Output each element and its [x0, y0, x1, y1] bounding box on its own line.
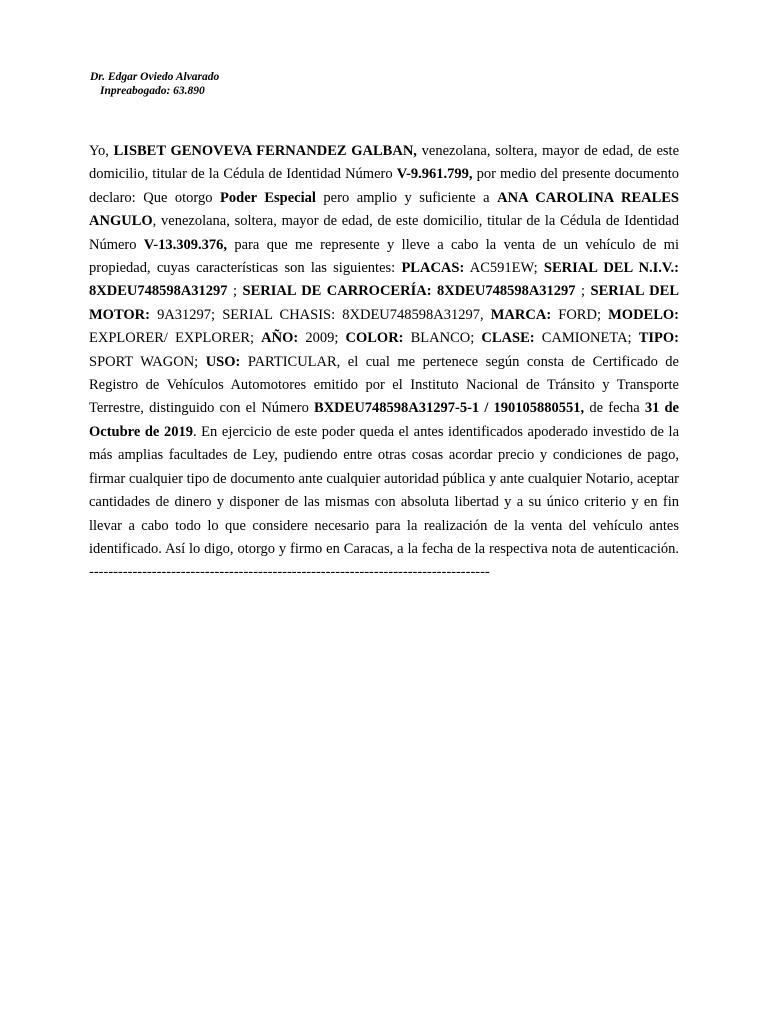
text-segment: ;	[227, 283, 243, 300]
text-segment: 9A31297; SERIAL CHASIS: 8XDEU748598A31297,	[149, 306, 491, 323]
niv-serial: SERIAL DEL N.I.V.: 8XDEU748598A31297	[89, 260, 679, 300]
text-segment: . En ejercicio de este poder queda el antes identificados apoderado investido de la más amplias facultades de Ley, pudiendo entre otras cosas acordar precio y condiciones de pago, firmar cualquier tipo de documento ante cualquier autoridad pública y ante cualquier Notario, aceptar cantidades de dinero y disponer de las mismas con absoluta libertad y a su único criterio y en fin llevar a cabo todo lo que considere necesario para la realización de la venta del vehículo antes identificado. Así lo digo, otorgo y firmo en Caracas, a la fecha de la respectiva nota de autenticación.	[89, 423, 680, 557]
text-segment: Yo,	[89, 143, 114, 159]
text-segment: SPORT WAGON;	[89, 353, 206, 370]
attorney-name: ANA CAROLINA REALES ANGULO	[89, 189, 679, 230]
text-segment: BLANCO;	[403, 330, 482, 347]
closing-dashes: -----------------------------------------------------------------------------------	[89, 564, 490, 581]
color-label: COLOR:	[345, 330, 404, 347]
letterhead	[90, 71, 219, 98]
text-segment: pero amplio y suficiente a	[315, 189, 498, 206]
engine-serial-label: SERIAL DEL MOTOR:	[89, 283, 679, 323]
text-segment: , venezolana, soltera, mayor de edad, de este domicilio, titular de la Cédula de Identidad Número	[89, 213, 679, 253]
type-label: TIPO:	[638, 330, 679, 347]
text-segment: por medio del presente documento declaro: Que otorgo	[89, 166, 679, 206]
body-serial: SERIAL DE CARROCERÍA: 8XDEU748598A31297	[242, 283, 576, 300]
use-label: USO:	[205, 353, 241, 370]
brand-label: MARCA:	[490, 306, 552, 323]
registry-date: 31 de Octubre de 2019	[89, 400, 679, 440]
class-label: CLASE:	[481, 330, 535, 347]
text-segment: FORD;	[551, 306, 609, 323]
inpreabogado-number: Inpreabogado: 63.890	[100, 84, 205, 97]
text-segment: para que me represente y lleve a cabo la venta de un vehículo de mi propiedad, cuyas características son las siguientes:	[89, 236, 679, 277]
power-of-attorney-text	[89, 140, 679, 585]
text-segment: AC591EW;	[464, 260, 544, 277]
text-segment: EXPLORER/ EXPLORER;	[89, 330, 262, 347]
power-type: Poder Especial	[220, 189, 316, 206]
text-segment: 2009;	[298, 330, 346, 347]
text-segment: venezolana, soltera, mayor de edad, de este domicilio, titular de la Cédula de Identidad Número	[89, 143, 680, 183]
grantor-name: LISBET GENOVEVA FERNANDEZ GALBAN,	[113, 143, 417, 159]
text-segment: ;	[575, 283, 591, 300]
year-label: AÑO:	[261, 330, 299, 347]
text-segment: de fecha	[584, 400, 645, 417]
model-label: MODELO:	[608, 306, 679, 323]
text-segment: PARTICULAR, el cual me pertenece según consta de Certificado de Registro de Vehículos Automotores emitido por el Instituto Nacional de Tránsito y Transporte Terrestre, distinguido con el Número	[89, 353, 679, 417]
registry-number: BXDEU748598A31297-5-1 / 190105880551,	[314, 400, 585, 417]
attorney-id: V-13.309.376,	[143, 236, 227, 253]
text-segment: CAMIONETA;	[534, 330, 639, 347]
plates-label: PLACAS:	[401, 260, 465, 277]
grantor-id: V-9.961.799,	[396, 166, 473, 183]
lawyer-name: Dr. Edgar Oviedo Alvarado	[90, 71, 220, 83]
